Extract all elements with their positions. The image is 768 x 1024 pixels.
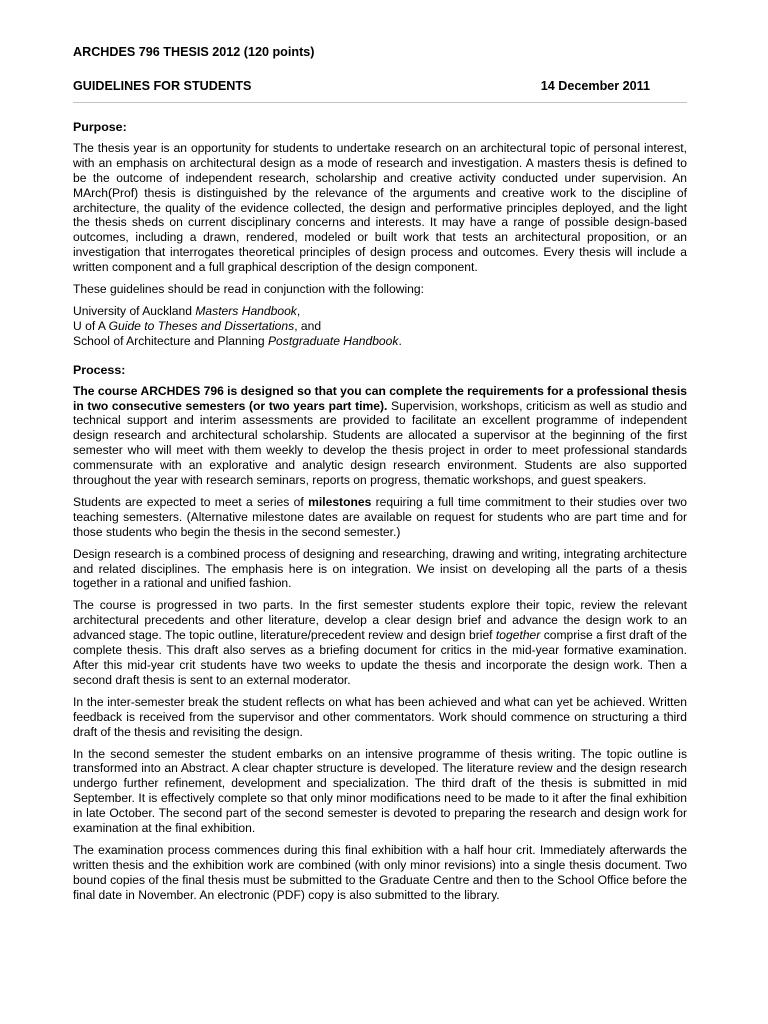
process-paragraph-1: The course ARCHDES 796 is designed so that you can complete the requirements for a professional thesis in two consecutive semesters (or two years part time). Supervision, workshops, criticism as well as studio and technical support and interim assessments are provided to facilitate an excellent programme of independent design research and architectural scholarship. Students are allocated a supervisor at the beginning of the first semester who will meet with them weekly to develop the thesis project in order to meet professional standards commensurate with an explorative and analytic design research environment. Students are also supported throughout the year with research seminars, reports on progress, thematic workshops, and guest speakers. <box>73 383 687 488</box>
course-title: ARCHDES 796 THESIS 2012 (120 points) <box>73 45 315 59</box>
purpose-paragraph-2: These guidelines should be read in conjunction with the following: <box>73 282 424 297</box>
process-paragraph-7: The examination process commences during this final exhibition with a half hour crit. Immediately afterwards the written thesis and the exhibition work are combined (with only minor revisions) into a single thesis document. Two bound copies of the final thesis must be submitted to the Graduate Centre and then to the School Office before the final date in November. An electronic (PDF) copy is also submitted to the library. <box>73 842 687 902</box>
document-date: 14 December 2011 <box>540 79 650 93</box>
document-subtitle: GUIDELINES FOR STUDENTS <box>73 79 252 93</box>
process-paragraph-6: In the second semester the student embarks on an intensive programme of thesis writing. The topic outline is transformed into an Abstract. A clear chapter structure is developed. The literature review and the design research undergo further refinement, development and specialization. The third draft of the thesis is submitted in mid September. It is effectively complete so that only minor modifications need to be made to it after the final exhibition in late October. The second part of the second semester is devoted to preparing the research and design work for examination at the final exhibition. <box>73 746 687 836</box>
process-paragraph-2: Students are expected to meet a series of milestones requiring a full time commitment to their studies over two teaching semesters. (Alternative milestone dates are available on request for students who are part time and for those students who begin the thesis in the second semester.) <box>73 494 687 539</box>
process-paragraph-5: In the inter-semester break the student reflects on what has been achieved and what can yet be achieved. Written feedback is received from the supervisor and other commentators. Work should commence on structuring a third draft of the thesis and revisiting the design. <box>73 694 687 739</box>
reference-item: School of Architecture and Planning Postgraduate Handbook. <box>73 333 402 348</box>
purpose-heading: Purpose: <box>73 120 127 134</box>
document-body <box>73 120 687 910</box>
header-divider <box>73 102 687 103</box>
reference-item: U of A Guide to Theses and Dissertations, and <box>73 318 322 333</box>
reference-item: University of Auckland Masters Handbook, <box>73 303 301 318</box>
document-header <box>73 44 687 95</box>
reference-list <box>73 304 687 349</box>
process-paragraph-4: The course is progressed in two parts. In the first semester students explore their topic, review the relevant architectural precedents and other literature, develop a clear design brief and advance the design work to an advanced stage. The topic outline, literature/precedent review and design brief together comprise a first draft of the complete thesis. This draft also serves as a briefing document for critics in the mid-year formative examination. After this mid-year crit students have two weeks to update the thesis and incorporate the design work. Then a second draft thesis is sent to an external moderator. <box>73 598 687 687</box>
process-paragraph-3: Design research is a combined process of designing and researching, drawing and writing, integrating architecture and related disciplines. The emphasis here is on integration. We insist on developing all the parts of a thesis together in a rational and unified fashion. <box>73 546 687 591</box>
header-row <box>73 78 687 95</box>
process-heading: Process: <box>73 362 126 377</box>
purpose-paragraph-1: The thesis year is an opportunity for students to undertake research on an architectural topic of personal interest, with an emphasis on architectural design as a mode of research and investigation. A masters thesis is defined to be the outcome of independent research, scholarship and creative activity conducted under supervision. An MArch(Prof) thesis is distinguished by the relevance of the arguments and creative work to the discipline of architecture, the quality of the evidence collected, the design and performative principles deployed, and the light the thesis sheds on current disciplinary concerns and interests. It may have a range of possible design-based outcomes, including a drawn, rendered, modeled or built work that tests an architectural proposition, or an investigation that interrogates theoretical principles of design process and outcomes. Every thesis will include a written component and a full graphical description of the design component. <box>73 140 687 275</box>
